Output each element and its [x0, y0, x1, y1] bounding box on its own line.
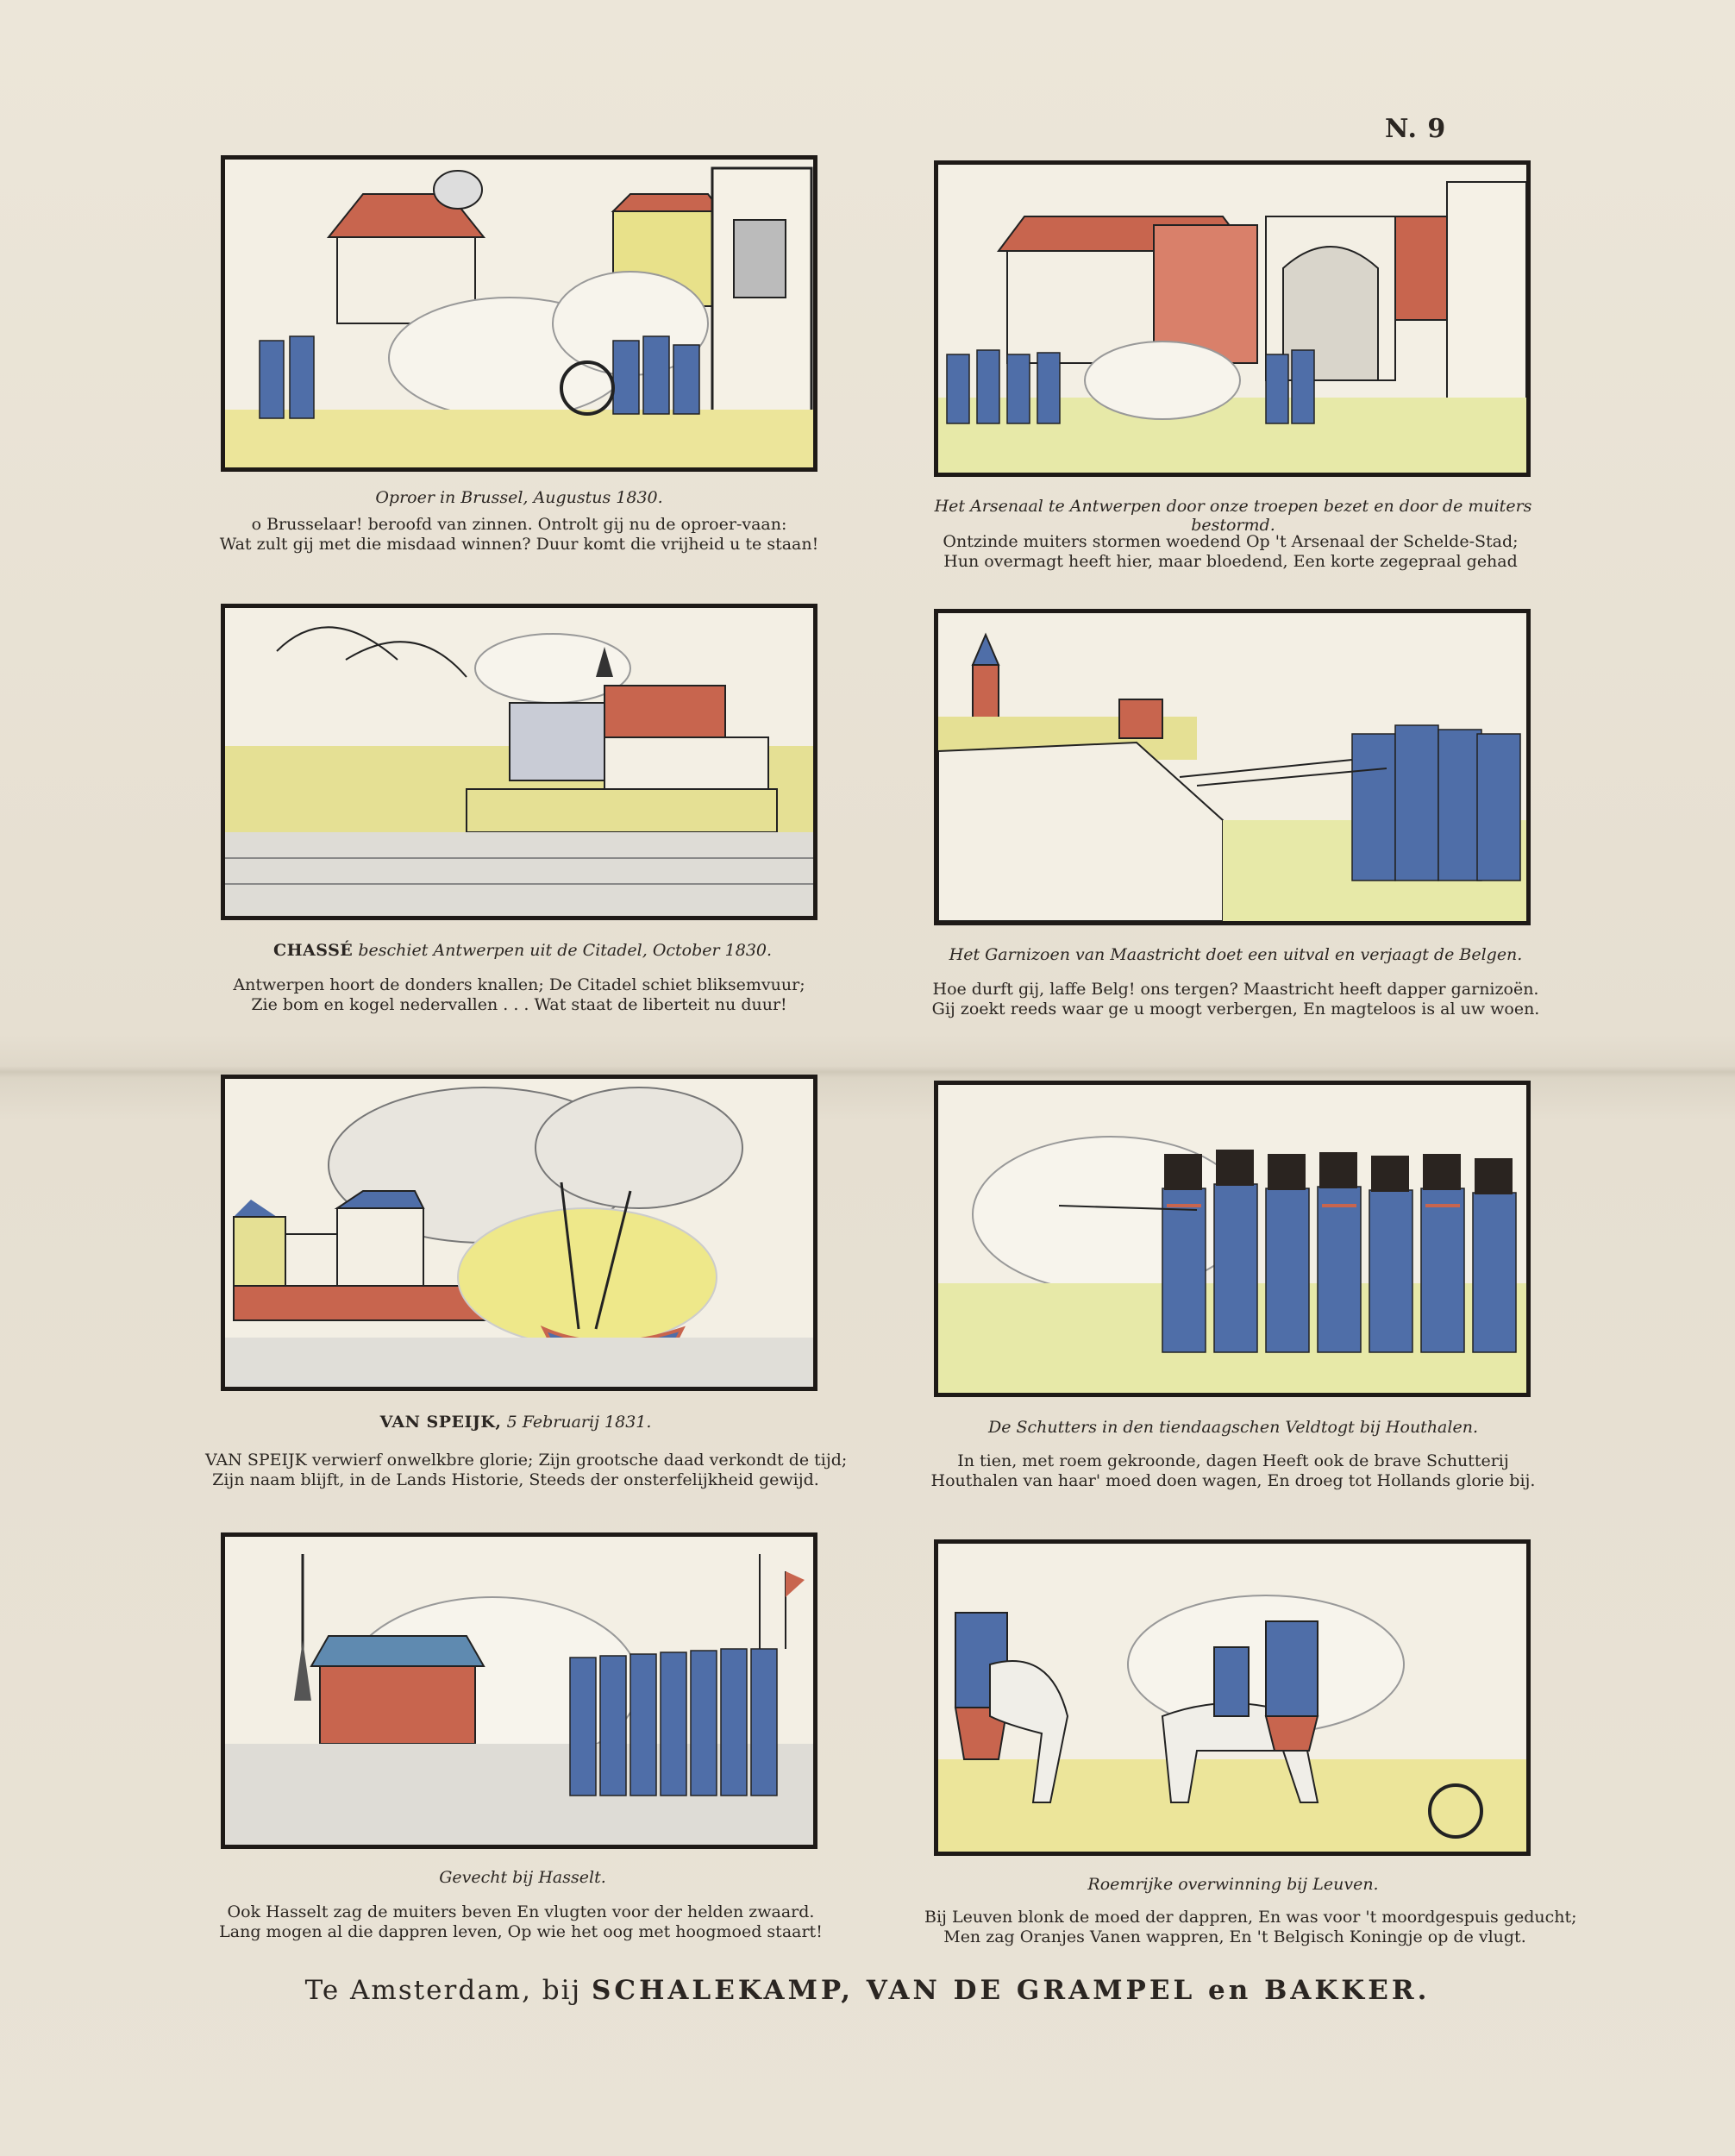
verse-line: Wat zult gij met die misdaad winnen? Duur komt die vrijheid u te staan! — [219, 535, 819, 554]
panel-image-van-speijk-explosion — [221, 1075, 817, 1391]
verse-line: Antwerpen hoort de donders knallen; De Citadel schiet bliksemvuur; — [233, 975, 805, 994]
sheet-number: N. 9 — [1385, 114, 1447, 144]
panel-image-brussels-riot — [221, 155, 817, 472]
verse-line: Hoe durft gij, laffe Belg! ons tergen? Maastricht heeft dapper garnizoën. — [932, 980, 1539, 999]
panel-verse — [925, 980, 1546, 1019]
verse-line: Ook Hasselt zag de muiters beven En vlugten voor der helden zwaard. — [227, 1902, 815, 1921]
panel-verse — [205, 1451, 848, 1490]
verse-line: Gij zoekt reeds waar ge u moogt verbergen, En magteloos is al uw woen. — [931, 1000, 1540, 1018]
caption-name: VAN SPEIJK, — [379, 1413, 502, 1432]
verse-line: Zie bom en kogel nedervallen . . . Wat staat de liberteit nu duur! — [251, 995, 787, 1014]
panel-caption: Het Garnizoen van Maastricht doet een uitval en verjaagt de Belgen. — [949, 945, 1523, 964]
panel-caption: Het Arsenaal te Antwerpen door onze troepen bezet en door de muiters bestormd. — [934, 497, 1532, 535]
panel-verse — [209, 515, 830, 555]
panel-verse — [920, 532, 1541, 572]
panel-caption: De Schutters in den tiendaagschen Veldtogt bij Houthalen. — [988, 1418, 1478, 1437]
verse-line: In tien, met roem gekroonde, dagen Heeft ook de brave Schutterij — [957, 1451, 1509, 1470]
panel-image-maastricht-sortie — [934, 609, 1531, 925]
panel-image-leuven-victory — [934, 1539, 1531, 1856]
panel-verse — [210, 1902, 831, 1942]
panel-image-antwerp-arsenal — [934, 160, 1531, 477]
panel-image-houthalen-schutters — [934, 1081, 1531, 1397]
verse-line: Men zag Oranjes Vanen wappren, En 't Belgisch Koningje op de vlugt. — [943, 1927, 1526, 1946]
panel-image-citadel-bombardment — [221, 604, 817, 920]
panel-verse — [209, 975, 830, 1015]
publisher-imprint — [0, 1975, 1735, 2006]
panel-verse — [924, 1908, 1577, 1947]
panel-caption: Oproer in Brussel, Augustus 1830. — [375, 488, 663, 507]
panel-verse — [923, 1451, 1544, 1491]
caption-name: CHASSÉ — [272, 941, 354, 960]
verse-line: Lang mogen al die dappren leven, Op wie het oog met hoogmoed staart! — [219, 1922, 823, 1941]
panel-caption — [214, 1413, 817, 1432]
imprint-publishers: SCHALEKAMP, VAN DE GRAMPEL en BAKKER. — [592, 1975, 1431, 2006]
verse-line: VAN SPEIJK verwierf onwelkbre glorie; Zijn grootsche daad verkondt de tijd; — [205, 1451, 848, 1470]
panel-caption: Roemrijke overwinning bij Leuven. — [1087, 1875, 1379, 1894]
panel-image-hasselt-battle — [221, 1532, 817, 1849]
verse-line: Hun overmagt heeft hier, maar bloedend, Een korte zegepraal gehad — [943, 552, 1518, 571]
caption-text: beschiet Antwerpen uit de Citadel, October 1830. — [358, 941, 773, 960]
verse-line: o Brusselaar! beroofd van zinnen. Ontrolt gij nu de oproer-vaan: — [251, 515, 787, 534]
panel-caption — [221, 941, 824, 960]
verse-line: Houthalen van haar' moed doen wagen, En droeg tot Hollands glorie bij. — [930, 1471, 1536, 1490]
caption-text: 5 Februarij 1831. — [506, 1413, 652, 1432]
verse-line: Zijn naam blijft, in de Lands Historie, Steeds der onsterfelijkheid gewijd. — [212, 1470, 819, 1489]
imprint-prefix: Te Amsterdam, bij — [304, 1975, 582, 2006]
verse-line: Ontzinde muiters stormen woedend Op 't Arsenaal der Schelde-Stad; — [943, 532, 1519, 551]
verse-line: Bij Leuven blonk de moed der dappren, En was voor 't moordgespuis geducht; — [924, 1908, 1577, 1927]
panel-caption: Gevecht bij Hasselt. — [439, 1868, 606, 1887]
